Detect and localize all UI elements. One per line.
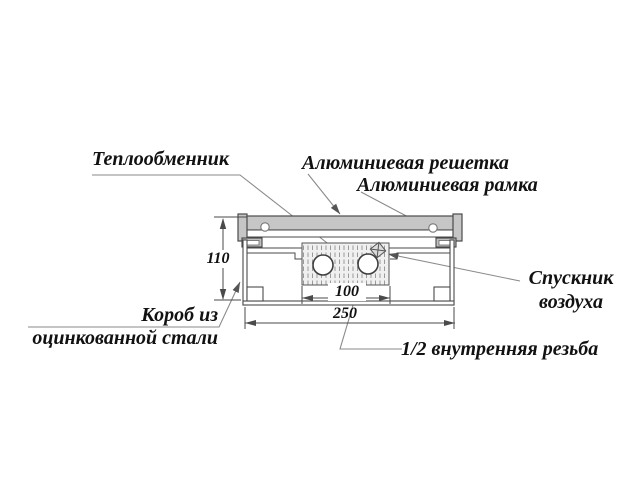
label-steel-box-line1: Короб из xyxy=(141,304,218,326)
box-foot-left xyxy=(247,287,263,301)
leader-aluminum-grille xyxy=(308,174,340,214)
label-air-vent xyxy=(519,266,623,314)
dim-110-value: 110 xyxy=(200,250,236,268)
label-aluminum-frame: Алюминиевая рамка xyxy=(357,174,538,196)
label-steel-box xyxy=(16,304,218,350)
label-air-vent-line1: Спускник xyxy=(528,267,614,289)
frame-hole-right xyxy=(429,224,437,232)
dim-250-value: 250 xyxy=(333,305,357,322)
label-aluminum-grille: Алюминиевая решетка xyxy=(302,152,509,174)
frame-end-cap-left xyxy=(238,214,247,241)
label-heat-exchanger: Теплообменник xyxy=(92,148,230,170)
label-air-vent-line2: воздуха xyxy=(539,291,603,313)
frame-end-cap-right xyxy=(453,214,462,241)
heat-exchanger-shape xyxy=(302,242,389,285)
pipe-left xyxy=(313,255,333,275)
leader-heat-exchanger xyxy=(92,175,340,253)
label-steel-box-line2: оцинкованной стали xyxy=(32,327,218,349)
frame-hole-left xyxy=(261,223,269,231)
box-wall-left xyxy=(243,240,247,305)
box-wall-right xyxy=(450,240,454,305)
box-foot-right xyxy=(434,287,450,301)
label-thread: 1/2 внутренняя резьба xyxy=(401,338,599,360)
dim-100-value: 100 xyxy=(328,283,366,301)
pipe-right xyxy=(358,254,378,274)
aluminum-frame-shape xyxy=(238,214,462,241)
